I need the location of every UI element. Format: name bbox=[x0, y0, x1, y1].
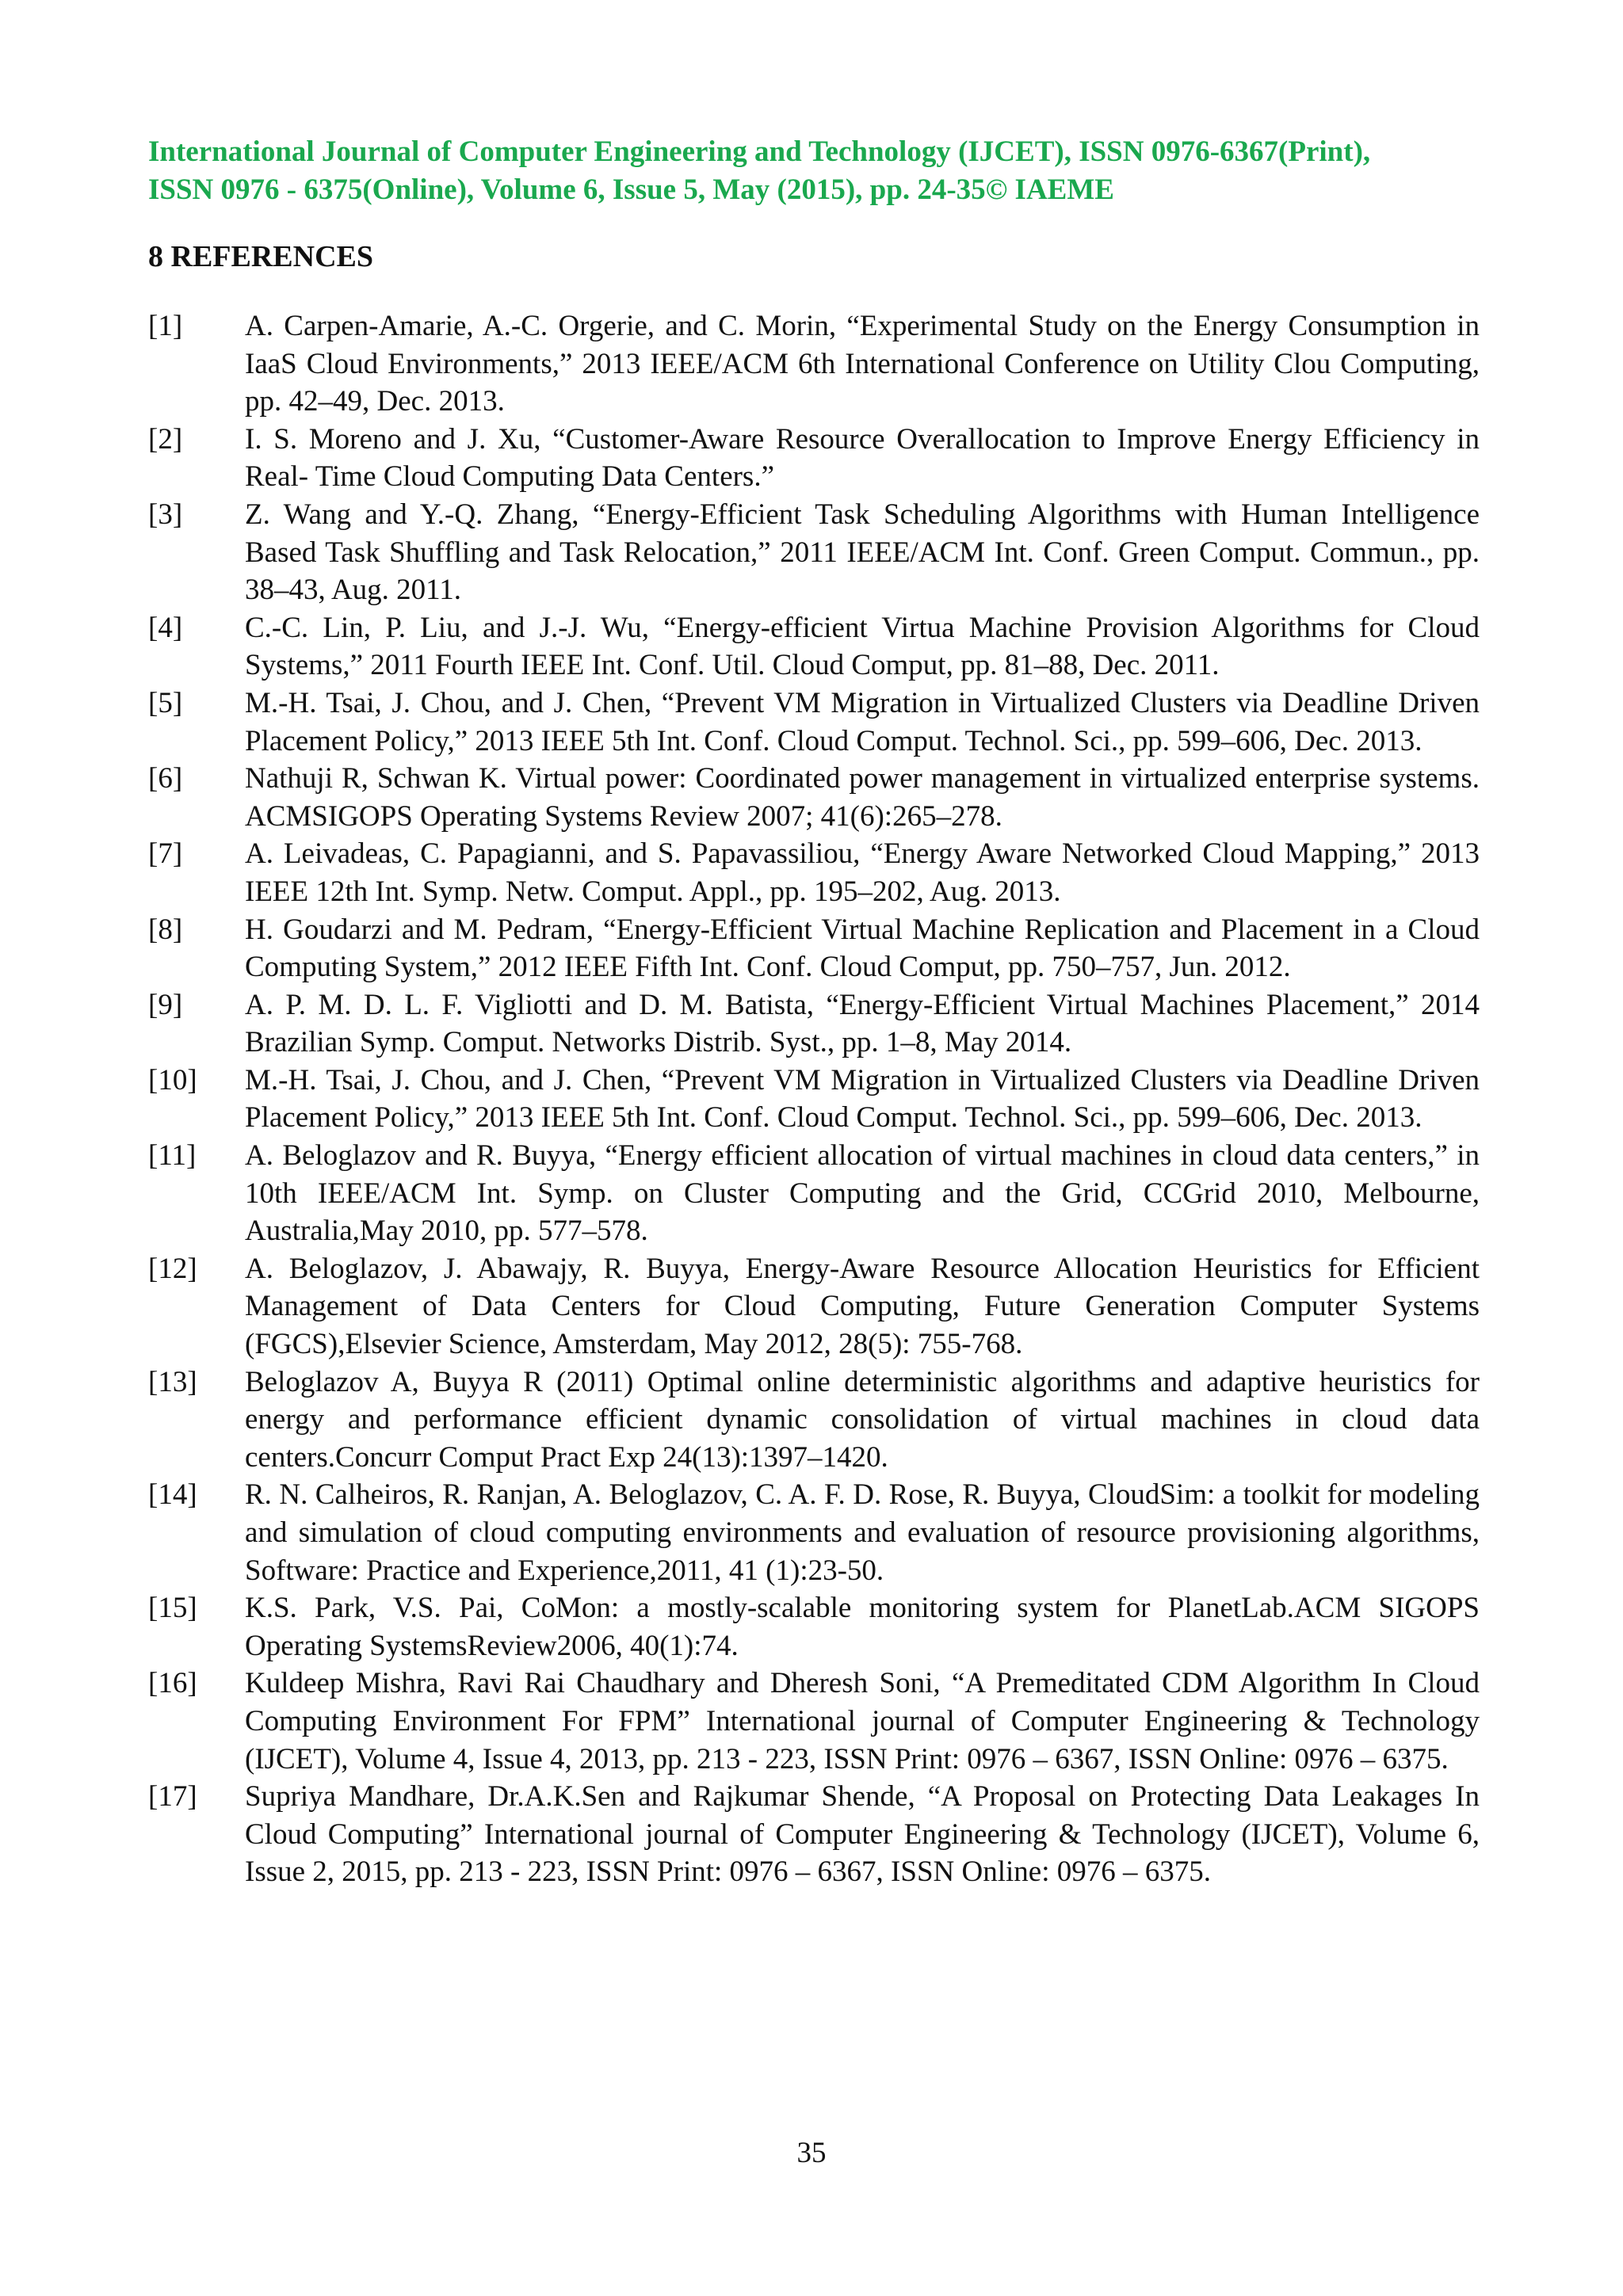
reference-number: [8] bbox=[148, 913, 183, 946]
reference-number: [9] bbox=[148, 988, 183, 1021]
reference-item bbox=[148, 496, 1480, 609]
reference-text: A. P. M. D. L. F. Vigliotti and D. M. Batista, “Energy-Efficient Virtual Machines Placement,” 2014 Brazilian Symp. Comput. Networks Distrib. Syst., pp. 1–8, May 2014. bbox=[245, 988, 1480, 1059]
reference-item bbox=[148, 835, 1480, 910]
reference-item bbox=[148, 911, 1480, 986]
reference-text: A. Beloglazov and R. Buyya, “Energy efficient allocation of virtual machines in cloud data centers,” in 10th IEEE/ACM Int. Symp. on Cluster Computing and the Grid, CCGrid 2010, Melbourne, Australia,May 2010, pp. 577–578. bbox=[245, 1139, 1480, 1248]
reference-number: [3] bbox=[148, 498, 183, 531]
section-heading: 8 REFERENCES bbox=[148, 240, 373, 273]
reference-number: [4] bbox=[148, 611, 183, 644]
reference-item bbox=[148, 609, 1480, 685]
reference-text: H. Goudarzi and M. Pedram, “Energy-Efficient Virtual Machine Replication and Placement in a Cloud Computing System,” 2012 IEEE Fifth Int. Conf. Cloud Comput, pp. 750–757, Jun. 2012. bbox=[245, 913, 1480, 984]
reference-number: [1] bbox=[148, 310, 183, 342]
reference-item bbox=[148, 986, 1480, 1062]
reference-text: I. S. Moreno and J. Xu, “Customer-Aware Resource Overallocation to Improve Energy Efficiency in Real- Time Cloud Computing Data Centers.” bbox=[245, 422, 1480, 494]
reference-number: [14] bbox=[148, 1478, 197, 1512]
reference-text: Kuldeep Mishra, Ravi Rai Chaudhary and Dheresh Soni, “A Premeditated CDM Algorithm In Cloud Computing Environment For FPM” International journal of Computer Engineering & Technology (IJCET), Volume 4, Issue 4, 2013, pp. 213 - 223, ISSN Print: 0976 – 6367, ISSN Online: 0976 – 6375. bbox=[245, 1667, 1480, 1775]
reference-item bbox=[148, 1137, 1480, 1250]
reference-text: R. N. Calheiros, R. Ranjan, A. Beloglazov, C. A. F. D. Rose, R. Buyya, CloudSim: a toolkit for modeling and simulation of cloud computing environments and evaluation of resource provisioning algorithms, Software: Practice and Experience,2011, 41 (1):23-50. bbox=[245, 1478, 1480, 1587]
reference-number: [7] bbox=[148, 837, 183, 871]
reference-number: [11] bbox=[148, 1139, 197, 1173]
journal-header bbox=[148, 133, 1480, 209]
reference-item bbox=[148, 760, 1480, 835]
reference-item bbox=[148, 1778, 1480, 1891]
journal-header-line-2: ISSN 0976 - 6375(Online), Volume 6, Issue 5, May (2015), pp. 24-35© IAEME bbox=[148, 174, 1114, 206]
reference-item bbox=[148, 307, 1480, 421]
reference-item bbox=[148, 1476, 1480, 1589]
reference-number: [2] bbox=[148, 422, 183, 456]
reference-text: C.-C. Lin, P. Liu, and J.-J. Wu, “Energy-efficient Virtua Machine Provision Algorithms for Cloud Systems,” 2011 Fourth IEEE Int. Conf. Util. Cloud Comput, pp. 81–88, Dec. 2011. bbox=[245, 611, 1480, 682]
reference-text: Z. Wang and Y.-Q. Zhang, “Energy-Efficient Task Scheduling Algorithms with Human Intelligence Based Task Shuffling and Task Relocation,” 2011 IEEE/ACM Int. Conf. Green Comput. Commun., pp. 38–43, Aug. 2011. bbox=[245, 498, 1480, 607]
reference-item bbox=[148, 1363, 1480, 1477]
reference-number: [15] bbox=[148, 1592, 197, 1625]
reference-text: A. Leivadeas, C. Papagianni, and S. Papavassiliou, “Energy Aware Networked Cloud Mapping,” 2013 IEEE 12th Int. Symp. Netw. Comput. Appl., pp. 195–202, Aug. 2013. bbox=[245, 837, 1480, 908]
reference-text: A. Carpen-Amarie, A.-C. Orgerie, and C. Morin, “Experimental Study on the Energy Consumption in IaaS Cloud Environments,” 2013 IEEE/ACM 6th International Conference on Utility Clou Computing, pp. 42–49, Dec. 2013. bbox=[245, 310, 1480, 418]
reference-item bbox=[148, 1665, 1480, 1778]
reference-number: [13] bbox=[148, 1365, 197, 1398]
reference-number: [16] bbox=[148, 1667, 197, 1700]
reference-text: A. Beloglazov, J. Abawajy, R. Buyya, Energy-Aware Resource Allocation Heuristics for Efficient Management of Data Centers for Cloud Computing, Future Generation Computer Systems (FGCS),Elsevier Science, Amsterdam, May 2012, 28(5): 755-768. bbox=[245, 1252, 1480, 1361]
reference-item bbox=[148, 1062, 1480, 1137]
reference-text: Supriya Mandhare, Dr.A.K.Sen and Rajkumar Shende, “A Proposal on Protecting Data Leakages In Cloud Computing” International journal of Computer Engineering & Technology (IJCET), Volume 6, Issue 2, 2015, pp. 213 - 223, ISSN Print: 0976 – 6367, ISSN Online: 0976 – 6375. bbox=[245, 1780, 1480, 1889]
reference-text: Beloglazov A, Buyya R (2011) Optimal online deterministic algorithms and adaptive heuristics for energy and performance efficient dynamic consolidation of virtual machines in cloud data centers.Concurr Comput Pract Exp 24(13):1397–1420. bbox=[245, 1365, 1480, 1474]
reference-text: K.S. Park, V.S. Pai, CoMon: a mostly-scalable monitoring system for PlanetLab.ACM SIGOPS Operating SystemsReview2006, 40(1):74. bbox=[245, 1592, 1480, 1662]
page-number: 35 bbox=[796, 2137, 827, 2169]
reference-item bbox=[148, 1250, 1480, 1363]
reference-item bbox=[148, 685, 1480, 760]
reference-list bbox=[148, 307, 1480, 1891]
reference-text: M.-H. Tsai, J. Chou, and J. Chen, “Prevent VM Migration in Virtualized Clusters via Deadline Driven Placement Policy,” 2013 IEEE 5th Int. Conf. Cloud Comput. Technol. Sci., pp. 599–606, Dec. 2013. bbox=[245, 1063, 1480, 1135]
journal-header-line-1: International Journal of Computer Engineering and Technology (IJCET), ISSN 0976-6367(Print), bbox=[148, 135, 1371, 168]
reference-text: M.-H. Tsai, J. Chou, and J. Chen, “Prevent VM Migration in Virtualized Clusters via Deadline Driven Placement Policy,” 2013 IEEE 5th Int. Conf. Cloud Comput. Technol. Sci., pp. 599–606, Dec. 2013. bbox=[245, 686, 1480, 757]
reference-number: [12] bbox=[148, 1252, 197, 1285]
reference-number: [17] bbox=[148, 1780, 197, 1814]
reference-number: [10] bbox=[148, 1063, 197, 1097]
reference-number: [5] bbox=[148, 686, 183, 719]
reference-text: Nathuji R, Schwan K. Virtual power: Coordinated power management in virtualized enterprise systems. ACMSIGOPS Operating Systems Review 2007; 41(6):265–278. bbox=[245, 762, 1480, 833]
reference-number: [6] bbox=[148, 762, 183, 795]
reference-item bbox=[148, 1589, 1480, 1665]
reference-item bbox=[148, 421, 1480, 496]
